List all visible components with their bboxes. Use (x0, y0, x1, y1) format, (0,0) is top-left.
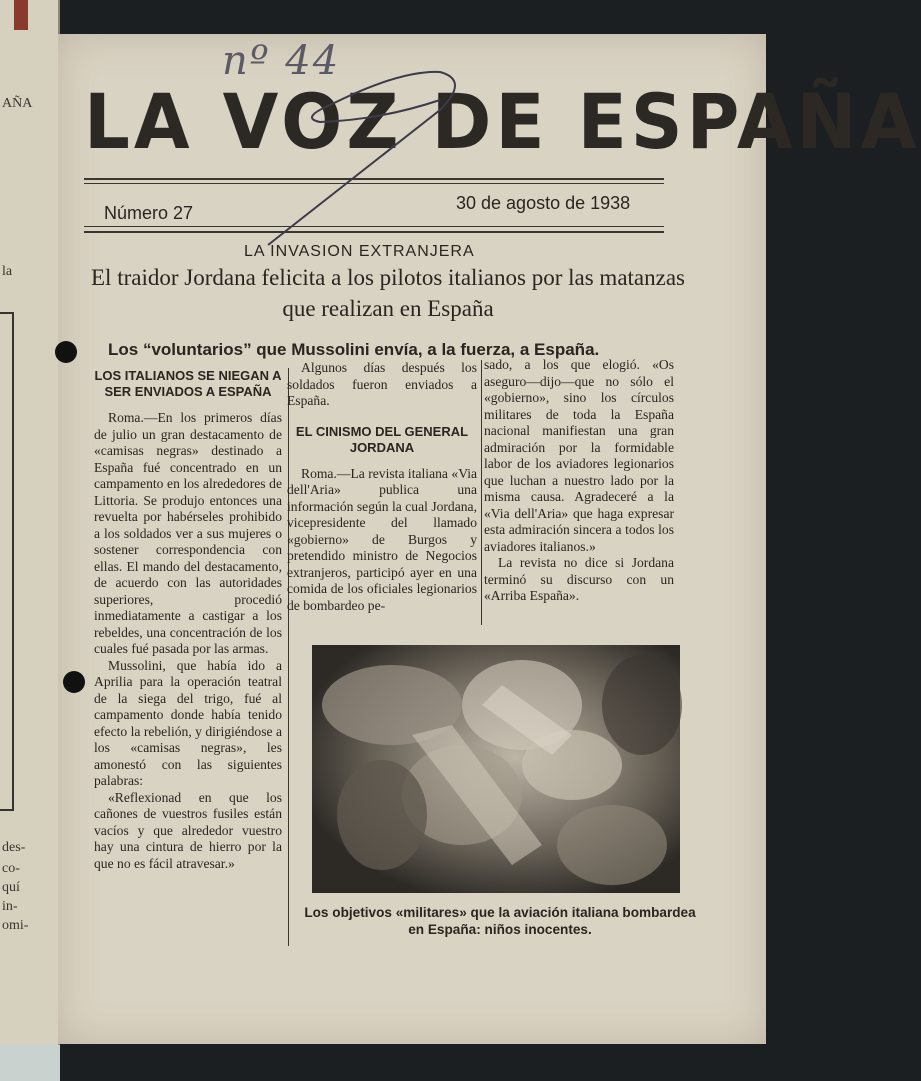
photo-caption: Los objetivos «militares» que la aviación italiana bombardea en España: niños inocentes. (304, 905, 696, 937)
margin-fragment: AÑA (2, 96, 33, 111)
margin-fragment: omi- (2, 918, 29, 933)
newspaper-masthead: LA VOZ DE ESPAÑA (84, 77, 921, 167)
article-paragraph: Algunos días después los soldados fueron enviados a España. (287, 360, 477, 408)
margin-fragment: la (2, 264, 13, 279)
article-heading: EL CINISMO DEL GENERAL JORDANA (295, 423, 469, 455)
article-paragraph: Mussolini, que había ido a Aprilia para la operación teatral de la siega del trigo, fué al campamento donde había tenido efecto la rebelión, y dirigiéndose a los «camisas negras», les amonestó con las siguientes palabras: (94, 657, 282, 788)
margin-fragment: co- (2, 861, 20, 876)
article-paragraph: Roma.—En los primeros días de julio un gran destacamento de «camisas negras» destinado a España fué concentrado en un campamento en los alrededores de Littoria. Se produjo entonces una revuelta por habérseles prohibido a los soldados ver a sus mujeres o sostener correspondencia con ellas. El mando del destacamento, de acuerdo con las autoridades superiores, procedió inmediatamente a castigar a los rebeldes, una concentración de los cuales fué pasada por las armas. (94, 410, 282, 656)
section-kicker: LA INVASION EXTRANJERA (244, 243, 475, 260)
issue-date: 30 de agosto de 1938 (456, 193, 631, 213)
article-paragraph: Roma.—La revista italiana «Via dell'Aria» publica una información según la cual Jordana, vicepresidente del llamado «gobierno» de Burgos y pretendido ministro de Negocios extranjeros, participó ayer en una comida de los oficiales legionarios de bombardeo pe- (287, 465, 477, 613)
issue-number: Número 27 (104, 203, 194, 223)
article-paragraph: La revista no dice si Jordana terminó su discurso con un «Arriba España». (484, 555, 674, 603)
margin-fragment: des- (2, 840, 26, 855)
article-paragraph: «Reflexionad en que los cañones de vuestros fusiles están vacíos y que alrededor vuestro hay una cintura de hierro por la que no es fácil atravesar.» (94, 789, 282, 871)
lead-subhead: Los “voluntarios” que Mussolini envía, a la fuerza, a España. (108, 340, 600, 359)
margin-fragment: in- (2, 899, 18, 914)
margin-fragment: quí (2, 880, 20, 895)
lead-headline: El traidor Jordana felicita a los pilotos italianos por las matanzas que realizan en España (91, 265, 685, 321)
article-heading: LOS ITALIANOS SE NIEGAN A SER ENVIADOS A ESPAÑA (94, 368, 282, 399)
article-paragraph: sado, a los que elogió. «Os aseguro—dijo—que no sólo el «gobierno», sino los círculos militares de toda la España nacional manifiestan una gran admiración por la formidable labor de los aviadores legionarios que luchan a nuestro lado por la misma causa. Agradeceré a la «Via dell'Aria» que haga expresar esta admiración sincera a todos los aviadores italianos.» (484, 357, 674, 554)
archive-number-handwritten: nº 44 (222, 38, 341, 84)
